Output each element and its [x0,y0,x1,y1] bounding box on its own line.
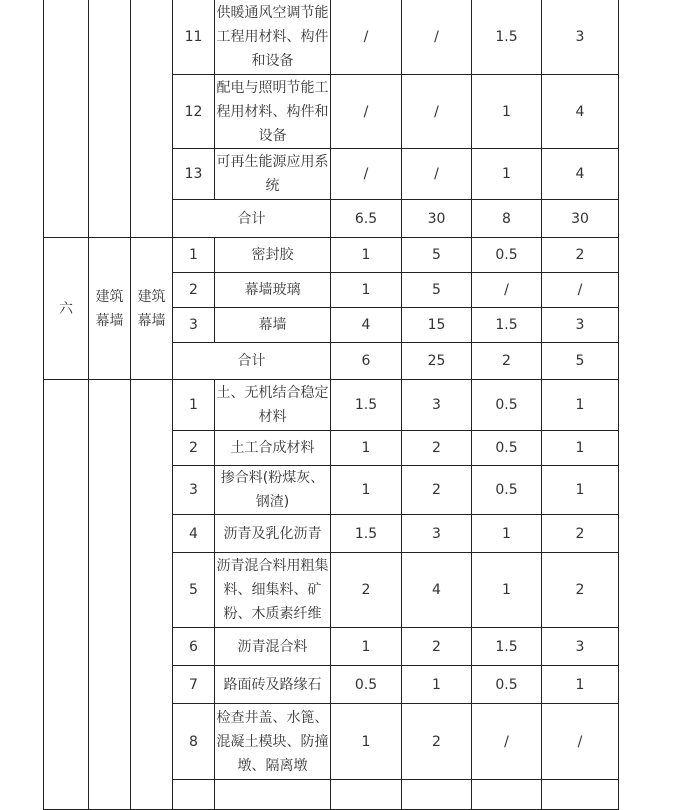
subtotal-value: 30 [542,200,619,238]
value-cell: 1 [472,553,542,628]
row-number: 11 [173,0,215,75]
value-cell: / [331,0,402,75]
value-cell: 0.5 [472,238,542,273]
material-name: 检查井盖、水篦、混凝土模块、防撞墩、隔离墩 [215,704,331,780]
table-row [44,380,619,431]
value-cell: 1 [472,515,542,553]
subtotal-value: 8 [472,200,542,238]
row-number: 7 [173,666,215,704]
material-sampling-table [43,0,619,810]
value-cell: 1.5 [472,308,542,343]
value-cell: 15 [402,308,472,343]
subtotal-value: 30 [402,200,472,238]
subtotal-value: 6.5 [331,200,402,238]
value-cell: 3 [402,380,472,431]
value-cell: 5 [402,238,472,273]
row-number: 12 [173,75,215,149]
value-cell: 0.5 [331,666,402,704]
value-cell: 3 [542,308,619,343]
value-cell: 4 [331,308,402,343]
value-cell: 1 [331,704,402,780]
value-cell: 1 [402,666,472,704]
value-cell: 2 [402,466,472,515]
value-cell: / [472,273,542,308]
value-cell: 2 [402,628,472,666]
value-cell [331,780,402,810]
value-cell: 0.5 [472,380,542,431]
category-cell [89,0,131,238]
row-number: 1 [173,380,215,431]
value-cell: / [472,704,542,780]
value-cell: 3 [542,628,619,666]
value-cell: 1 [542,431,619,466]
row-number: 3 [173,466,215,515]
material-name: 可再生能源应用系统 [215,149,331,200]
material-name: 配电与照明节能工程用材料、构件和设备 [215,75,331,149]
subtotal-value: 5 [542,343,619,380]
subtotal-value: 2 [472,343,542,380]
value-cell: 1 [542,466,619,515]
material-name: 路面砖及路缘石 [215,666,331,704]
row-number: 3 [173,308,215,343]
subcategory-cell [131,0,173,238]
value-cell: / [542,704,619,780]
value-cell: 1 [542,666,619,704]
value-cell: 5 [402,273,472,308]
subtotal-value: 6 [331,343,402,380]
material-name: 沥青混合料用粗集料、细集料、矿粉、木质素纤维 [215,553,331,628]
value-cell: 2 [402,704,472,780]
value-cell: 1 [331,628,402,666]
material-name: 土工合成材料 [215,431,331,466]
row-number: 1 [173,238,215,273]
material-name: 沥青混合料 [215,628,331,666]
subtotal-label: 合计 [173,200,331,238]
material-name: 幕墙 [215,308,331,343]
value-cell: 2 [542,238,619,273]
row-number [173,780,215,810]
row-number: 2 [173,273,215,308]
value-cell: 1.5 [472,0,542,75]
category-cell: 建筑幕墙 [89,238,131,380]
value-cell: 3 [542,0,619,75]
material-name [215,780,331,810]
value-cell: 4 [542,149,619,200]
value-cell: 0.5 [472,466,542,515]
value-cell: 2 [331,553,402,628]
value-cell [542,780,619,810]
value-cell: 1.5 [331,380,402,431]
category-cell [89,380,131,810]
value-cell: 3 [402,515,472,553]
row-number: 4 [173,515,215,553]
value-cell: 0.5 [472,666,542,704]
value-cell [402,780,472,810]
value-cell: 2 [402,431,472,466]
row-number: 2 [173,431,215,466]
value-cell: 1 [331,273,402,308]
value-cell: 1 [331,466,402,515]
group-index-cell [44,0,89,238]
value-cell: 2 [542,515,619,553]
subcategory-cell [131,380,173,810]
value-cell: 1 [331,431,402,466]
material-name: 沥青及乳化沥青 [215,515,331,553]
value-cell: / [402,149,472,200]
row-number: 6 [173,628,215,666]
group-index-cell: 六 [44,238,89,380]
value-cell: 1.5 [331,515,402,553]
subtotal-value: 25 [402,343,472,380]
value-cell: 0.5 [472,431,542,466]
material-name: 掺合料(粉煤灰、钢渣) [215,466,331,515]
value-cell: 4 [402,553,472,628]
value-cell: 2 [542,553,619,628]
value-cell: 1 [331,238,402,273]
material-name: 密封胶 [215,238,331,273]
material-name: 土、无机结合稳定材料 [215,380,331,431]
material-name: 供暖通风空调节能工程用材料、构件和设备 [215,0,331,75]
group-index-cell [44,380,89,810]
value-cell: / [331,75,402,149]
value-cell: 1 [472,75,542,149]
value-cell [472,780,542,810]
subtotal-label: 合计 [173,343,331,380]
row-number: 5 [173,553,215,628]
value-cell: / [402,0,472,75]
value-cell: 1 [472,149,542,200]
value-cell: / [331,149,402,200]
row-number: 13 [173,149,215,200]
table-row [44,0,619,75]
material-name: 幕墙玻璃 [215,273,331,308]
value-cell: 4 [542,75,619,149]
value-cell: 1.5 [472,628,542,666]
value-cell: / [402,75,472,149]
value-cell: / [542,273,619,308]
value-cell: 1 [542,380,619,431]
subcategory-cell: 建筑幕墙 [131,238,173,380]
row-number: 8 [173,704,215,780]
table-row [44,238,619,273]
